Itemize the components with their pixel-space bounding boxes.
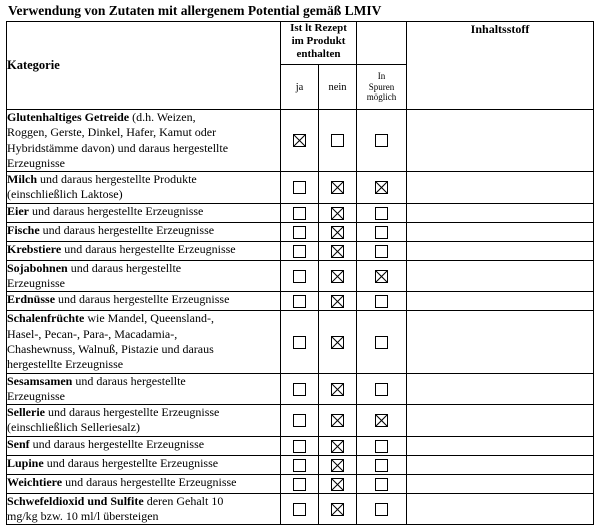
- ja-cell: [281, 493, 319, 525]
- category-name: Sellerie: [7, 405, 45, 420]
- ja-checkbox[interactable]: [293, 459, 306, 472]
- nein-checkbox[interactable]: [331, 207, 344, 220]
- ja-cell: [281, 405, 319, 437]
- inhaltsstoff-cell[interactable]: [407, 172, 594, 204]
- spuren-cell: [357, 493, 407, 525]
- category-name: Fische: [7, 222, 40, 237]
- header-spuren-line-1: In: [377, 71, 386, 82]
- header-row-main: [7, 22, 594, 65]
- spuren-cell: [357, 311, 407, 373]
- ja-checkbox[interactable]: [293, 336, 306, 349]
- category-description-line: Hybridstämme davon) und daraus hergestellte: [7, 140, 229, 155]
- category-line: [7, 475, 280, 490]
- category-line: [7, 204, 280, 219]
- category-name: Schalenfrüchte: [7, 311, 85, 326]
- category-name: Lupine: [7, 455, 44, 470]
- category-name: Glutenhaltiges Getreide: [7, 110, 130, 124]
- table-row: [7, 474, 594, 493]
- category-name: Sojabohnen: [7, 260, 68, 275]
- header-ist-lt-rezept: [281, 22, 357, 65]
- ja-cell: [281, 110, 319, 172]
- category-cell: [7, 455, 281, 474]
- spuren-cell: [357, 110, 407, 172]
- nein-cell: [319, 292, 357, 311]
- table-row: [7, 110, 594, 172]
- spuren-checkbox[interactable]: [375, 383, 388, 396]
- spuren-checkbox[interactable]: [375, 478, 388, 491]
- category-description-line: Roggen, Gerste, Dinkel, Hafer, Kamut oder: [7, 125, 217, 140]
- category-description: und daraus hergestellte Erzeugnisse: [62, 474, 237, 489]
- category-line: [7, 405, 280, 420]
- category-line: [7, 494, 280, 509]
- ja-checkbox[interactable]: [293, 503, 306, 516]
- category-name: Erdnüsse: [7, 292, 56, 307]
- nein-checkbox[interactable]: [331, 383, 344, 396]
- category-line: [7, 456, 280, 471]
- nein-cell: [319, 241, 357, 260]
- category-description-line: Hasel-, Pecan-, Para-, Macadamia-,: [7, 326, 178, 341]
- table-row: [7, 260, 594, 292]
- document-title: Verwendung von Zutaten mit allergenem Potential gemäß LMIV: [8, 3, 382, 18]
- nein-checkbox[interactable]: [331, 226, 344, 239]
- category-name: Senf: [7, 436, 30, 451]
- nein-checkbox[interactable]: [331, 414, 344, 427]
- spuren-checkbox[interactable]: [375, 295, 388, 308]
- category-name: Milch: [7, 172, 37, 187]
- ja-checkbox[interactable]: [293, 134, 306, 147]
- header-nein: nein: [319, 65, 357, 110]
- category-cell: [7, 222, 281, 241]
- inhaltsstoff-cell[interactable]: [407, 405, 594, 437]
- spuren-checkbox[interactable]: [375, 226, 388, 239]
- spuren-checkbox[interactable]: [375, 181, 388, 194]
- inhaltsstoff-cell[interactable]: [407, 436, 594, 455]
- ja-cell: [281, 260, 319, 292]
- category-description: und daraus hergestellte Erzeugnisse: [44, 405, 220, 420]
- category-name: Eier: [7, 203, 29, 218]
- ja-cell: [281, 241, 319, 260]
- table-row: [7, 455, 594, 474]
- nein-checkbox[interactable]: [331, 181, 344, 194]
- table-row: [7, 292, 594, 311]
- header-spuren-line-2: Spuren: [368, 81, 395, 92]
- category-name: Krebstiere: [7, 241, 62, 256]
- inhaltsstoff-cell[interactable]: [407, 311, 594, 373]
- category-description-line: (einschließlich Laktose): [7, 187, 123, 202]
- category-line: [7, 437, 280, 452]
- ja-checkbox[interactable]: [293, 245, 306, 258]
- nein-cell: [319, 373, 357, 405]
- spuren-cell: [357, 260, 407, 292]
- nein-cell: [319, 172, 357, 204]
- header-rezept-line-1: Ist lt Rezept: [290, 22, 347, 34]
- header-inhaltsstoff: Inhaltsstoff: [407, 22, 594, 110]
- spuren-cell: [357, 474, 407, 493]
- category-line: [7, 311, 280, 326]
- header-ja: ja: [281, 65, 319, 110]
- inhaltsstoff-cell[interactable]: [407, 241, 594, 260]
- inhaltsstoff-cell[interactable]: [407, 474, 594, 493]
- ja-checkbox[interactable]: [293, 295, 306, 308]
- inhaltsstoff-cell[interactable]: [407, 373, 594, 405]
- nein-cell: [319, 474, 357, 493]
- category-description-line: Erzeugnisse: [7, 155, 65, 170]
- nein-cell: [319, 405, 357, 437]
- category-line: [7, 261, 280, 276]
- category-description-line: (einschließlich Selleriesalz): [7, 420, 140, 435]
- inhaltsstoff-cell[interactable]: [407, 203, 594, 222]
- category-name: Weichtiere: [7, 474, 63, 489]
- spuren-checkbox[interactable]: [375, 245, 388, 258]
- spuren-checkbox[interactable]: [375, 440, 388, 453]
- header-in-spuren-moeglich: [357, 65, 407, 110]
- table-row: [7, 311, 594, 373]
- category-description: und daraus hergestellte Erzeugnisse: [29, 436, 205, 451]
- category-name: Schwefeldioxid und Sulfite: [7, 493, 144, 508]
- ja-checkbox[interactable]: [293, 181, 306, 194]
- header-rezept-line-2: im Produkt: [291, 35, 346, 47]
- category-line: [7, 223, 280, 238]
- category-description: und daraus hergestellte: [72, 373, 186, 388]
- nein-checkbox[interactable]: [331, 295, 344, 308]
- table-row: [7, 241, 594, 260]
- nein-cell: [319, 222, 357, 241]
- nein-checkbox[interactable]: [331, 478, 344, 491]
- category-cell: [7, 493, 281, 525]
- ja-checkbox[interactable]: [293, 226, 306, 239]
- table-row: [7, 493, 594, 525]
- spuren-cell: [357, 292, 407, 311]
- nein-cell: [319, 110, 357, 172]
- header-kategorie: Kategorie: [7, 22, 281, 110]
- nein-cell: [319, 436, 357, 455]
- category-cell: [7, 110, 281, 172]
- inhaltsstoff-cell[interactable]: [407, 110, 594, 172]
- category-cell: [7, 311, 281, 373]
- category-description-line: Erzeugnisse: [7, 388, 65, 403]
- ja-cell: [281, 373, 319, 405]
- ja-cell: [281, 455, 319, 474]
- table-row: [7, 172, 594, 204]
- spuren-checkbox[interactable]: [375, 459, 388, 472]
- category-description: und daraus hergestellte Erzeugnisse: [39, 222, 215, 237]
- nein-checkbox[interactable]: [331, 440, 344, 453]
- ja-cell: [281, 292, 319, 311]
- inhaltsstoff-cell[interactable]: [407, 455, 594, 474]
- spuren-checkbox[interactable]: [375, 207, 388, 220]
- nein-checkbox[interactable]: [331, 134, 344, 147]
- table-row: [7, 373, 594, 405]
- header-rezept-line-3: enthalten: [296, 48, 341, 60]
- ja-checkbox[interactable]: [293, 207, 306, 220]
- category-line: [7, 172, 280, 187]
- category-cell: [7, 436, 281, 455]
- inhaltsstoff-cell[interactable]: [407, 292, 594, 311]
- spuren-cell: [357, 203, 407, 222]
- spuren-cell: [357, 241, 407, 260]
- nein-checkbox[interactable]: [331, 336, 344, 349]
- category-cell: [7, 241, 281, 260]
- spuren-checkbox[interactable]: [375, 503, 388, 516]
- spuren-cell: [357, 172, 407, 204]
- category-description-line: Erzeugnisse: [7, 276, 65, 291]
- spuren-cell: [357, 455, 407, 474]
- nein-checkbox[interactable]: [331, 503, 344, 516]
- nein-cell: [319, 455, 357, 474]
- nein-cell: [319, 260, 357, 292]
- spuren-checkbox[interactable]: [375, 134, 388, 147]
- category-name: Sesamsamen: [7, 373, 73, 388]
- header-empty-cell: [357, 22, 407, 65]
- category-cell: [7, 405, 281, 437]
- category-cell: [7, 474, 281, 493]
- spuren-cell: [357, 373, 407, 405]
- spuren-checkbox[interactable]: [375, 336, 388, 349]
- nein-cell: [319, 493, 357, 525]
- ja-checkbox[interactable]: [293, 270, 306, 283]
- category-description: und daraus hergestellte Erzeugnisse: [55, 292, 230, 307]
- category-description-line: hergestellte Erzeugnisse: [7, 357, 124, 372]
- category-description: deren Gehalt 10: [143, 493, 224, 508]
- ja-cell: [281, 222, 319, 241]
- category-cell: [7, 203, 281, 222]
- spuren-cell: [357, 436, 407, 455]
- table-row: [7, 203, 594, 222]
- ja-cell: [281, 311, 319, 373]
- category-description: und daraus hergestellte Produkte: [37, 172, 197, 187]
- nein-checkbox[interactable]: [331, 270, 344, 283]
- ja-cell: [281, 203, 319, 222]
- nein-checkbox[interactable]: [331, 245, 344, 258]
- category-description-line: mg/kg bzw. 10 ml/l übersteigen: [7, 509, 159, 524]
- ja-cell: [281, 436, 319, 455]
- category-description: (d.h. Weizen,: [129, 110, 196, 124]
- inhaltsstoff-cell[interactable]: [407, 260, 594, 292]
- allergen-table: [6, 21, 594, 525]
- table-row: [7, 405, 594, 437]
- category-cell: [7, 373, 281, 405]
- header-spuren-line-3: möglich: [366, 92, 397, 103]
- category-description: und daraus hergestellte Erzeugnisse: [43, 455, 219, 470]
- ja-checkbox[interactable]: [293, 383, 306, 396]
- category-line: [7, 242, 280, 257]
- category-line: [7, 110, 280, 125]
- category-cell: [7, 292, 281, 311]
- spuren-checkbox[interactable]: [375, 270, 388, 283]
- category-cell: [7, 172, 281, 204]
- table-row: [7, 222, 594, 241]
- spuren-cell: [357, 222, 407, 241]
- spuren-cell: [357, 405, 407, 437]
- ja-cell: [281, 172, 319, 204]
- ja-checkbox[interactable]: [293, 414, 306, 427]
- nein-cell: [319, 311, 357, 373]
- allergen-rows: [7, 110, 594, 525]
- inhaltsstoff-cell[interactable]: [407, 222, 594, 241]
- spuren-checkbox[interactable]: [375, 414, 388, 427]
- ja-checkbox[interactable]: [293, 440, 306, 453]
- category-description: und daraus hergestellte: [67, 260, 182, 275]
- nein-checkbox[interactable]: [331, 459, 344, 472]
- category-description: und daraus hergestellte Erzeugnisse: [61, 241, 236, 256]
- inhaltsstoff-cell[interactable]: [407, 493, 594, 525]
- table-row: [7, 436, 594, 455]
- ja-cell: [281, 474, 319, 493]
- ja-checkbox[interactable]: [293, 478, 306, 491]
- category-description-line: Chashewnuss, Walnuß, Pistazie und daraus: [7, 341, 214, 356]
- category-description: wie Mandel, Queensland-,: [84, 311, 214, 326]
- category-description: und daraus hergestellte Erzeugnisse: [29, 203, 204, 218]
- category-line: [7, 374, 280, 389]
- nein-cell: [319, 203, 357, 222]
- category-cell: [7, 260, 281, 292]
- category-line: [7, 292, 280, 307]
